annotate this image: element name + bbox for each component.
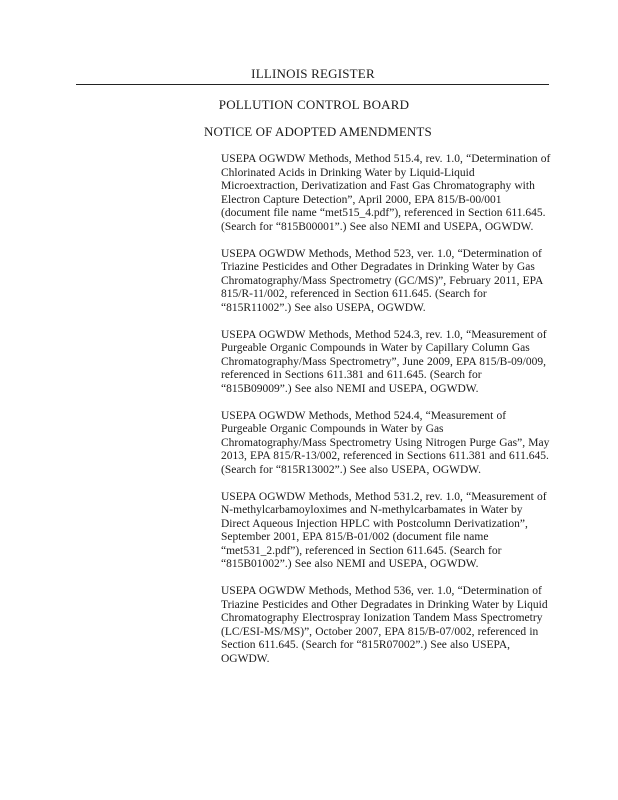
method-entry-536: USEPA OGWDW Methods, Method 536, ver. 1.0, “Determination of Triazine Pesticides and Other Degradates in Drinking Water by Liquid Chromatography Electrospray Ionization Tandem Mass Spectrometry (LC/ESI-MS/MS)”, October 2007, EPA 815/B-07/002, referenced in Section 611.645. (Search for “815R07002”.) See also USEPA, OGWDW. — [221, 585, 548, 665]
board-title: POLLUTION CONTROL BOARD — [218, 97, 410, 112]
register-title: ILLINOIS REGISTER — [243, 66, 383, 81]
method-entry-515-4: USEPA OGWDW Methods, Method 515.4, rev. 1.0, “Determination of Chlorinated Acids in Drinking Water by Liquid-Liquid Microextraction, Derivatization and Fast Gas Chromatography with Electron Capture Detection”, April 2000, EPA 815/B-00/001 (document file name “met515_4.pdf”), referenced in Section 611.645. (Search for “815B00001”.) See also NEMI and USEPA, OGWDW. — [221, 153, 551, 233]
notice-title: NOTICE OF ADOPTED AMENDMENTS — [204, 124, 432, 139]
method-entry-524-4: USEPA OGWDW Methods, Method 524.4, “Measurement of Purgeable Organic Compounds in Water by Gas Chromatography/Mass Spectrometry Using Nitrogen Purge Gas”, May 2013, EPA 815/R-13/002, referenced in Sections 611.381 and 611.645. (Search for “815R13002”.) See also USEPA, OGWDW. — [221, 409, 550, 476]
method-entry-523: USEPA OGWDW Methods, Method 523, ver. 1.0, “Determination of Triazine Pesticides and Other Degradates in Drinking Water by Gas Chromatography/Mass Spectrometry (GC/MS)”, February 2011, EPA 815/R-11/002, referenced in Section 611.645. (Search for “815R11002”.) See also USEPA, OGWDW. — [221, 247, 543, 314]
register-header — [0, 66, 618, 82]
method-entry-524-3: USEPA OGWDW Methods, Method 524.3, rev. 1.0, “Measurement of Purgeable Organic Compounds in Water by Capillary Column Gas Chromatography/Mass Spectrometry”, June 2009, EPA 815/B-09/009, referenced in Sections 611.381 and 611.645. (Search for “815B09009”.) See also NEMI and USEPA, OGWDW. — [221, 328, 547, 395]
method-entry-531-2: USEPA OGWDW Methods, Method 531.2, rev. 1.0, “Measurement of N-methylcarbamoyloximes and N-methylcarbamates in Water by Direct Aqueous Injection HPLC with Postcolumn Derivatization”, September 2001, EPA 815/B-01/002 (document file name “met531_2.pdf”), referenced in Section 611.645. (Search for “815B01002”.) See also NEMI and USEPA, OGWDW. — [221, 490, 547, 570]
board-name — [0, 97, 618, 113]
method-entries — [221, 153, 551, 680]
header-rule — [76, 84, 549, 85]
